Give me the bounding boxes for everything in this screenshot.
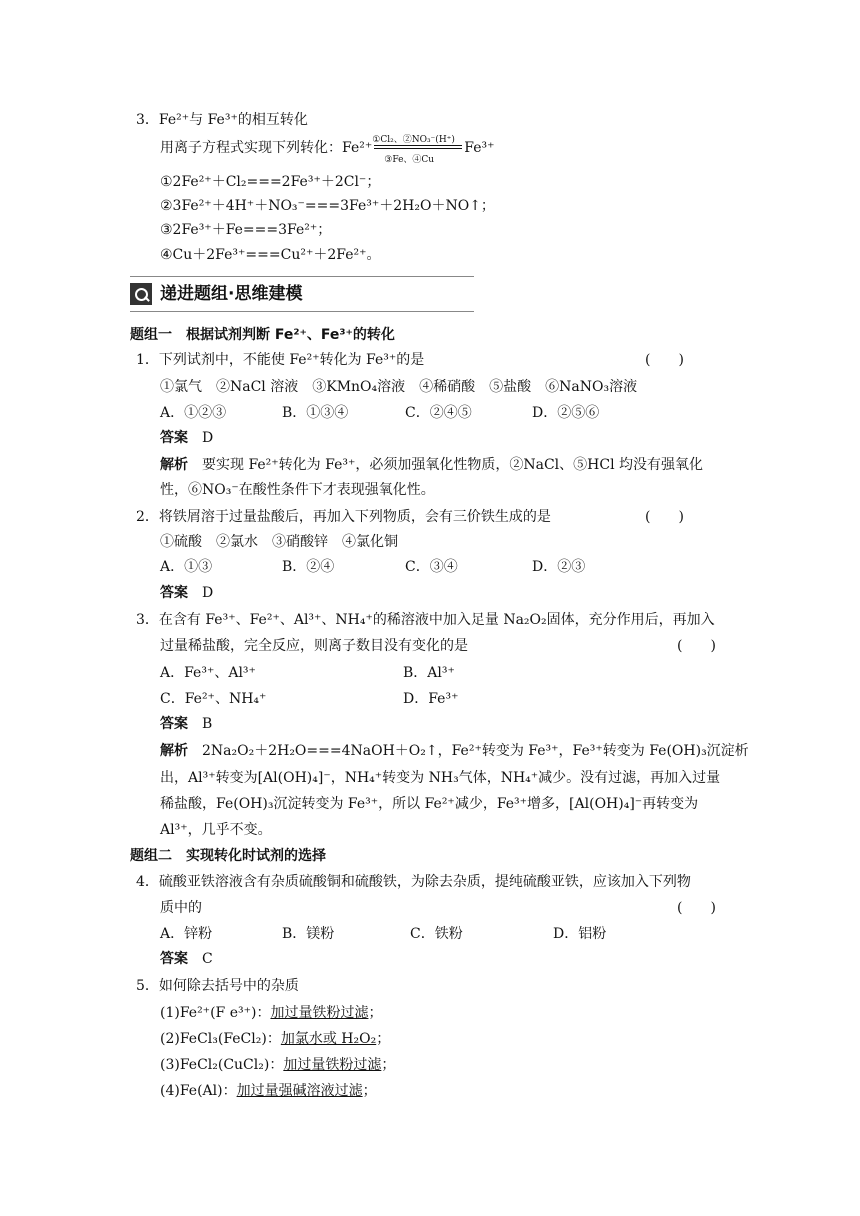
q1-analysis-line-2: 性，⑥NO₃⁻在酸性条件下才表现强氧化性。 [160,482,435,498]
q2-option-b: B．②④ [282,559,335,575]
q5-stem: 5．如何除去括号中的杂质 [136,978,299,994]
q3-analysis-line-2: 出，Al³⁺转变为[Al(OH)₄]⁻，NH₄⁺转变为 NH₃气体，NH₄⁺减少。没有过滤，再加入过量 [160,770,721,786]
q5-item-1-answer: 加过量铁粉过滤 [270,1005,369,1021]
equation-3: ③2Fe³⁺＋Fe===3Fe²⁺； [160,222,332,238]
q5-item-3-answer: 加过量铁粉过滤 [283,1057,382,1073]
q2-answer-label: 答案 [160,585,188,601]
q4-answer-paren: ( ) [677,900,716,916]
q4-stem-line-1: 4．硫酸亚铁溶液含有杂质硫酸铜和硫酸铁，为除去杂质，提纯硫酸亚铁，应该加入下列物 [136,874,691,890]
q3-stem-line-1: 3．在含有 Fe³⁺、Fe²⁺、Al³⁺、NH₄⁺的稀溶液中加入足量 Na₂O₂固体，充分作用后，再加入 [136,612,715,628]
q4-option-b: B．镁粉 [282,926,335,942]
q4-option-d: D．铝粉 [553,926,607,942]
q1-answer-paren: ( ) [645,352,684,368]
conversion-arrow [372,135,464,165]
q3-answer-paren: ( ) [677,638,716,654]
q1-analysis-label: 解析 [160,457,188,473]
conversion-arrow-top: ①Cl₂、②NO₃⁻(H⁺) [372,135,455,145]
group-1-title: 题组一 根据试剂判断 Fe²⁺、Fe³⁺的转化 [130,327,395,343]
section-rule-bottom [130,311,474,312]
q3-option-a: A．Fe³⁺、Al³⁺ [160,665,256,681]
q1-option-a: A．①②③ [160,405,227,421]
q1-items: ①氯气 ②NaCl 溶液 ③KMnO₄溶液 ④稀硝酸 ⑤盐酸 ⑥NaNO₃溶液 [160,379,638,395]
magnifier-icon [130,283,152,305]
q1-option-b: B．①③④ [282,405,349,421]
q5-item-1 [160,1003,382,1023]
q4-option-a: A．锌粉 [160,926,213,942]
section-rule-top [130,276,474,277]
q5-item-2 [160,1029,390,1049]
q3-answer-value: B [202,716,213,732]
q4-answer-label: 答案 [160,951,188,967]
q5-item-2-prefix: (2)FeCl₃(FeCl₂)： [160,1031,281,1047]
q4-answer [160,949,213,969]
q3-answer-label: 答案 [160,716,188,732]
q1-answer-value: D [202,430,214,446]
q3-stem-line-2: 过量稀盐酸，完全反应，则离子数目没有变化的是 [160,638,468,654]
q3-option-d: D．Fe³⁺ [403,691,459,707]
q1-analysis-line-1 [160,455,703,475]
q3-analysis-line-1 [160,741,749,761]
q5-item-3-prefix: (3)FeCl₂(CuCl₂)： [160,1057,284,1073]
equation-4: ④Cu＋2Fe³⁺===Cu²⁺＋2Fe²⁺。 [160,247,381,263]
q1-answer-label: 答案 [160,430,188,446]
q2-stem: 2．将铁屑溶于过量盐酸后，再加入下列物质，会有三价铁生成的是 [136,509,551,525]
section-title: 递进题组·思维建模 [160,284,303,304]
q2-option-c: C．③④ [405,559,458,575]
topic-title: 3．Fe²⁺与 Fe³⁺的相互转化 [136,112,308,128]
q5-item-1-suffix: ； [368,1005,383,1021]
conversion-scheme [160,135,495,165]
q4-answer-value: C [202,951,213,967]
conversion-prefix: 用离子方程式实现下列转化：Fe²⁺ [160,140,373,156]
q5-item-4 [160,1081,377,1101]
q4-option-c: C．铁粉 [410,926,463,942]
q2-answer-paren: ( ) [645,509,684,525]
q2-answer-value: D [202,585,214,601]
q4-stem-line-2: 质中的 [160,900,202,916]
q5-item-4-prefix: (4)Fe(Al)： [160,1083,237,1099]
q1-option-d: D．②⑤⑥ [532,405,600,421]
q3-analysis-text-1: 2Na₂O₂＋2H₂O===4NaOH＋O₂↑，Fe²⁺转变为 Fe³⁺，Fe³⁺转变为 Fe(OH)₃沉淀析 [202,743,749,759]
q5-item-4-answer: 加过量强碱溶液过滤 [236,1083,363,1099]
q3-answer [160,714,212,734]
q5-item-4-suffix: ； [362,1083,377,1099]
equation-2: ②3Fe²⁺＋4H⁺＋NO₃⁻===3Fe³⁺＋2H₂O＋NO↑； [160,198,495,214]
q1-answer [160,428,213,448]
q5-item-1-prefix: (1)Fe²⁺(F e³⁺)： [160,1005,271,1021]
conversion-arrow-bottom: ③Fe、④Cu [384,155,435,165]
q5-item-2-suffix: ； [376,1031,391,1047]
equation-1: ①2Fe²⁺＋Cl₂===2Fe³⁺＋2Cl⁻； [160,174,381,190]
group-2-title: 题组二 实现转化时试剂的选择 [130,848,326,864]
q3-analysis-line-4: Al³⁺，几乎不变。 [160,822,272,838]
q1-stem: 1．下列试剂中，不能使 Fe²⁺转化为 Fe³⁺的是 [136,352,425,368]
q2-option-d: D．②③ [532,559,586,575]
q2-answer [160,583,213,603]
q5-item-3-suffix: ； [381,1057,396,1073]
q3-analysis-label: 解析 [160,743,188,759]
q3-analysis-line-3: 稀盐酸，Fe(OH)₃沉淀转变为 Fe³⁺，所以 Fe²⁺减少，Fe³⁺增多，[Al(OH)₄]⁻再转变为 [160,796,699,812]
q5-item-3 [160,1055,395,1075]
q2-items: ①硫酸 ②氯水 ③硝酸锌 ④氯化铜 [160,534,398,550]
q3-option-c: C．Fe²⁺、NH₄⁺ [160,691,267,707]
q5-item-2-answer: 加氯水或 H₂O₂ [280,1031,377,1047]
q1-option-c: C．②④⑤ [405,405,472,421]
conversion-suffix: Fe³⁺ [464,140,495,156]
q3-option-b: B．Al³⁺ [403,665,455,681]
q2-option-a: A．①③ [160,559,213,575]
q1-analysis-text-1: 要实现 Fe²⁺转化为 Fe³⁺，必须加强氧化性物质，②NaCl、⑤HCl 均没有强氧化 [202,457,704,473]
